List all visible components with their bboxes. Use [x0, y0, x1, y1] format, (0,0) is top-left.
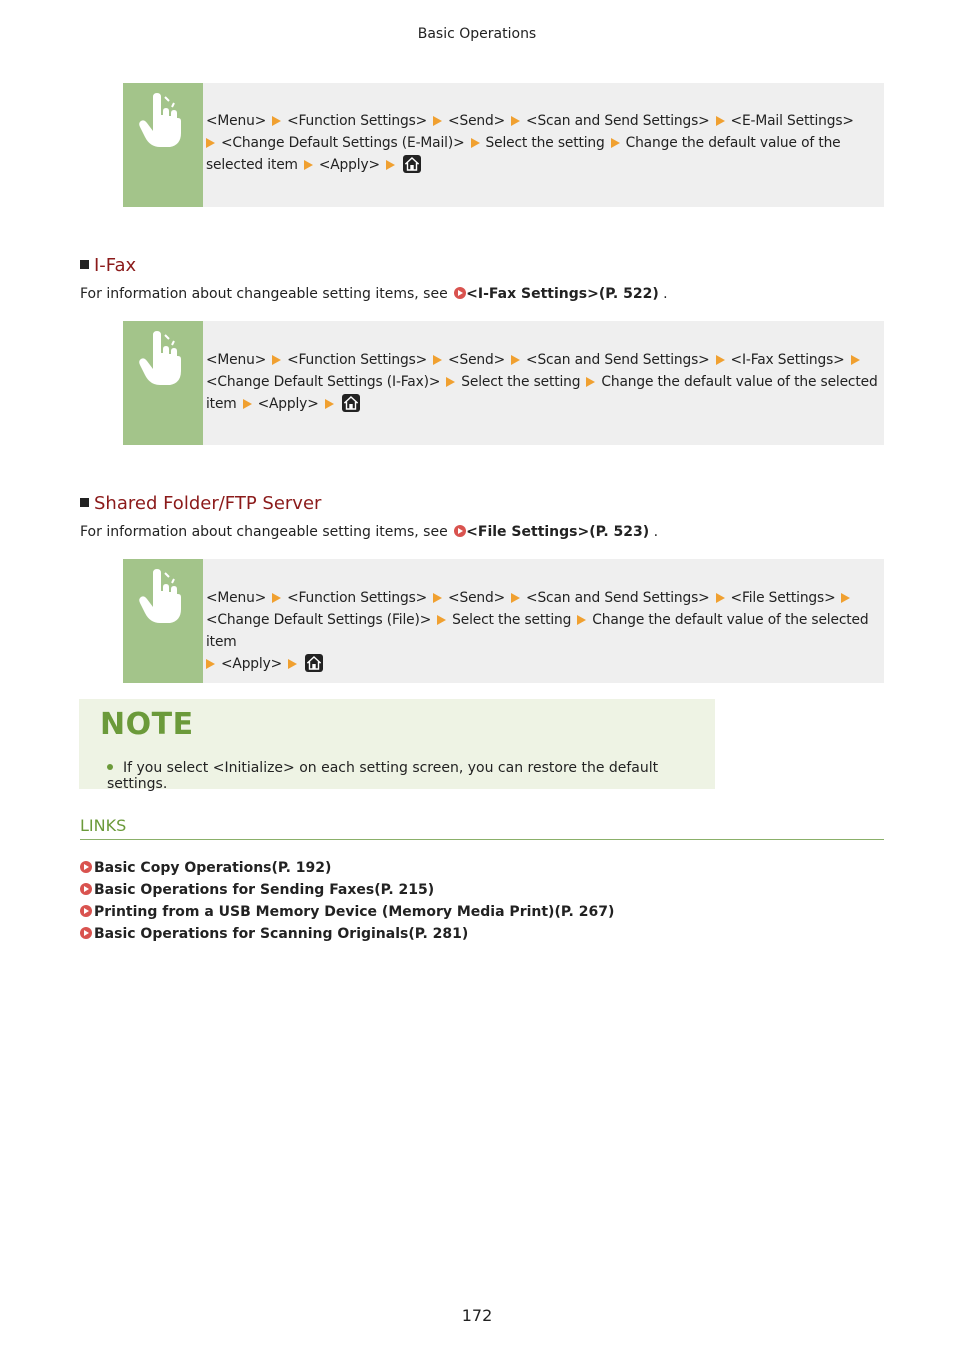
step: <Function Settings>	[287, 590, 428, 606]
procedure-steps	[206, 587, 882, 675]
link-text: Basic Operations for Sending Faxes(P. 215)	[94, 882, 435, 898]
link-text: Basic Copy Operations(P. 192)	[94, 860, 332, 876]
step-arrow-icon	[325, 399, 334, 409]
step-arrow-icon	[272, 593, 281, 603]
link-basic-copy[interactable]	[80, 857, 614, 879]
step-arrow-icon	[511, 116, 520, 126]
step-arrow-icon	[611, 138, 620, 148]
step: <Apply>	[257, 396, 319, 412]
procedure-box-file	[123, 559, 884, 683]
info-line-ifax	[80, 286, 668, 302]
square-bullet-icon	[80, 498, 89, 507]
step: <Menu>	[206, 590, 267, 606]
reference-arrow-icon	[80, 905, 92, 917]
page-number: 172	[461, 1306, 493, 1325]
step: <Scan and Send Settings>	[526, 590, 710, 606]
step-arrow-icon	[243, 399, 252, 409]
step-arrow-icon	[511, 355, 520, 365]
section-heading-text: Shared Folder/FTP Server	[94, 493, 322, 514]
running-header: Basic Operations	[417, 26, 537, 42]
home-icon	[342, 394, 360, 412]
reference-arrow-icon	[454, 287, 466, 299]
step: <Change Default Settings (I-Fax)>	[206, 374, 441, 390]
step-arrow-icon	[841, 593, 850, 603]
step: <File Settings>	[730, 590, 836, 606]
step: Select the setting	[461, 374, 581, 390]
step-arrow-icon	[446, 377, 455, 387]
square-bullet-icon	[80, 260, 89, 269]
step: Change the default value of the selected item	[206, 135, 841, 173]
link-scanning[interactable]	[80, 923, 614, 945]
hand-pointer-icon	[138, 569, 184, 629]
link-text: Printing from a USB Memory Device (Memory Media Print)(P. 267)	[94, 904, 615, 920]
info-text: For information about changeable setting items, see	[80, 286, 453, 302]
section-heading-ifax	[80, 255, 136, 276]
step-arrow-icon	[386, 160, 395, 170]
section-heading-shared-folder	[80, 493, 321, 514]
step-arrow-icon	[433, 355, 442, 365]
hand-pointer-icon	[138, 93, 184, 153]
info-line-file	[80, 524, 658, 540]
bullet-icon	[107, 764, 113, 770]
step: Change the default value of the selected item	[206, 374, 878, 412]
step: Select the setting	[452, 612, 572, 628]
step: <Send>	[448, 113, 506, 129]
section-heading-text: I-Fax	[94, 255, 137, 276]
link-usb-print[interactable]	[80, 901, 614, 923]
step-arrow-icon	[433, 593, 442, 603]
home-icon	[305, 654, 323, 672]
step-arrow-icon	[851, 355, 860, 365]
step-arrow-icon	[304, 160, 313, 170]
hand-pointer-panel	[123, 321, 203, 445]
reference-arrow-icon	[80, 883, 92, 895]
step: <Scan and Send Settings>	[526, 352, 710, 368]
file-settings-link[interactable]: <File Settings>(P. 523)	[466, 524, 650, 540]
step-arrow-icon	[471, 138, 480, 148]
links-title: LINKS	[80, 816, 127, 835]
ifax-settings-link[interactable]: <I-Fax Settings>(P. 522)	[466, 286, 659, 302]
step-arrow-icon	[272, 355, 281, 365]
step-arrow-icon	[272, 116, 281, 126]
step: <I-Fax Settings>	[730, 352, 845, 368]
hand-pointer-panel	[123, 559, 203, 683]
procedure-box-email	[123, 83, 884, 207]
step-arrow-icon	[511, 593, 520, 603]
step-arrow-icon	[433, 116, 442, 126]
reference-arrow-icon	[454, 525, 466, 537]
link-text: Basic Operations for Scanning Originals(P. 281)	[94, 926, 469, 942]
note-text: If you select <Initialize> on each setting screen, you can restore the default settings.	[107, 760, 659, 792]
step: <Change Default Settings (File)>	[206, 612, 432, 628]
note-title: NOTE	[100, 707, 194, 742]
reference-arrow-icon	[80, 927, 92, 939]
info-text: For information about changeable setting items, see	[80, 524, 453, 540]
step: <E-Mail Settings>	[730, 113, 854, 129]
step: <Change Default Settings (E-Mail)>	[221, 135, 465, 151]
step: <Menu>	[206, 113, 267, 129]
info-suffix: .	[658, 286, 668, 302]
step: <Send>	[448, 590, 506, 606]
step-arrow-icon	[288, 659, 297, 669]
step-arrow-icon	[716, 355, 725, 365]
note-box	[79, 699, 715, 792]
hand-pointer-icon	[138, 331, 184, 391]
step-arrow-icon	[577, 615, 586, 625]
step: <Function Settings>	[287, 113, 428, 129]
home-icon	[403, 155, 421, 173]
step: <Scan and Send Settings>	[526, 113, 710, 129]
step-arrow-icon	[206, 138, 215, 148]
step: Change the default value of the selected item	[206, 612, 869, 650]
step-arrow-icon	[716, 116, 725, 126]
step: <Menu>	[206, 352, 267, 368]
step: <Send>	[448, 352, 506, 368]
procedure-box-ifax	[123, 321, 884, 445]
step-arrow-icon	[437, 615, 446, 625]
procedure-steps	[206, 349, 882, 415]
step: <Apply>	[221, 656, 283, 672]
step: Select the setting	[485, 135, 605, 151]
links-divider	[80, 839, 884, 840]
note-item	[107, 760, 715, 792]
link-sending-faxes[interactable]	[80, 879, 614, 901]
procedure-steps	[206, 110, 882, 176]
step: <Apply>	[318, 157, 380, 173]
info-suffix: .	[649, 524, 659, 540]
links-list	[80, 857, 614, 945]
step-arrow-icon	[586, 377, 595, 387]
hand-pointer-panel	[123, 83, 203, 207]
step-arrow-icon	[206, 659, 215, 669]
step-arrow-icon	[716, 593, 725, 603]
step: <Function Settings>	[287, 352, 428, 368]
reference-arrow-icon	[80, 861, 92, 873]
